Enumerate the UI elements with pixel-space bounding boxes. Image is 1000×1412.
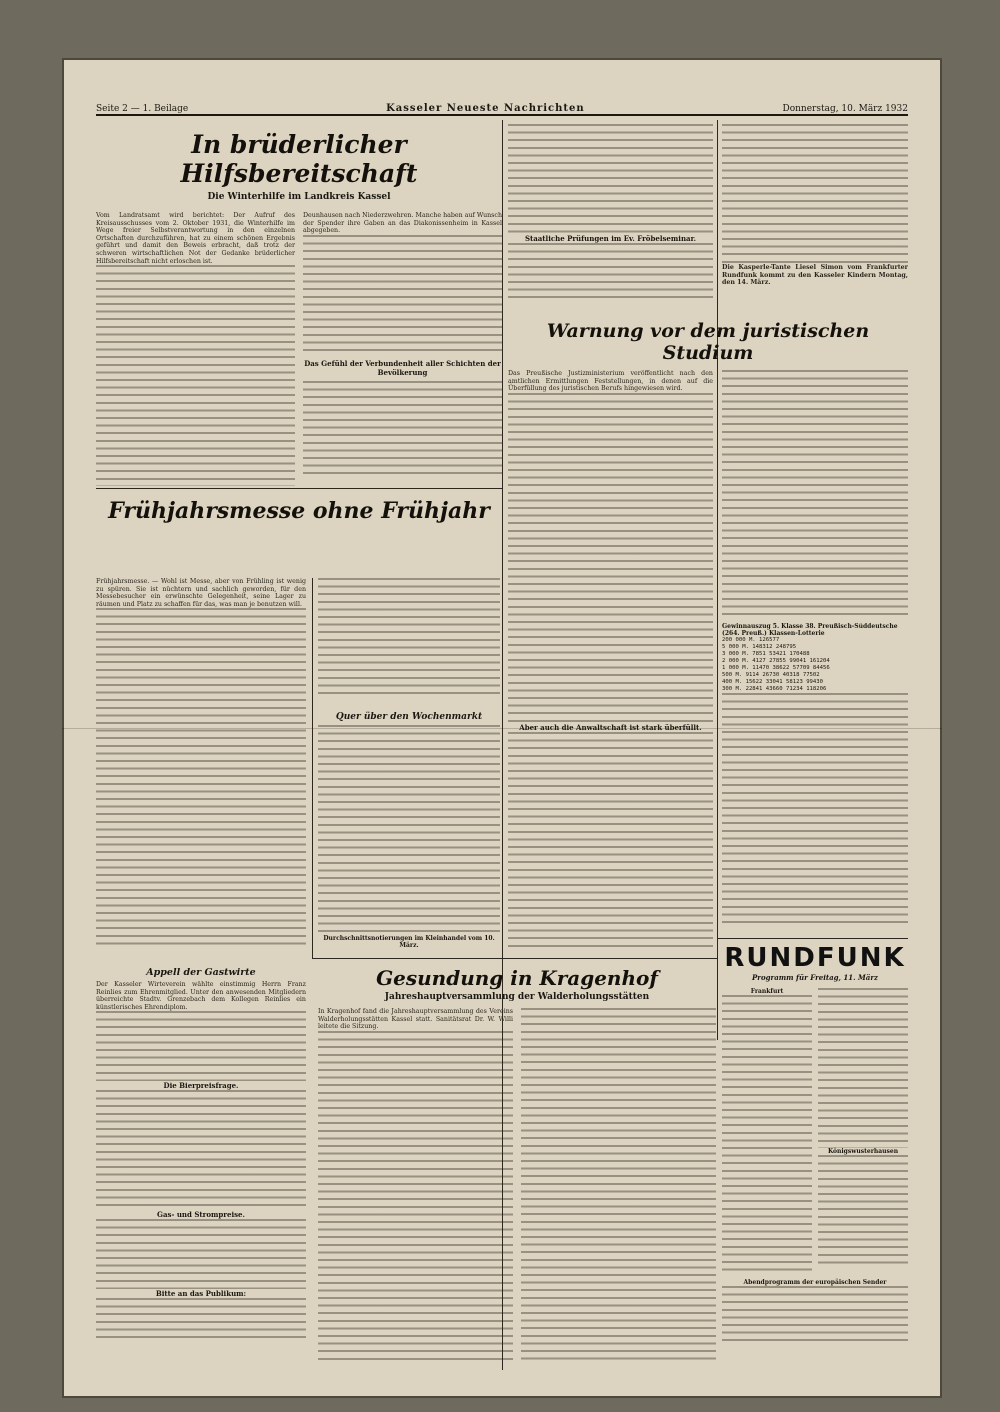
column-rule bbox=[312, 578, 313, 958]
article-text-lines bbox=[508, 732, 713, 952]
article-text-lines bbox=[303, 235, 502, 355]
article-text-lines bbox=[318, 725, 500, 935]
article-winterhilfe bbox=[96, 124, 502, 486]
rundfunk-station: Frankfurt bbox=[750, 988, 784, 995]
article-text-lines bbox=[96, 608, 306, 948]
article-text-lines bbox=[722, 124, 908, 264]
article-text-lines bbox=[722, 370, 908, 615]
section-rule bbox=[96, 488, 502, 489]
article-misc-notes bbox=[722, 124, 908, 304]
lottery-row: 2 000 M. 4127 27855 99041 161204 bbox=[722, 658, 830, 664]
article-fruehjahrsmesse bbox=[96, 494, 502, 578]
article-subsection: Bitte an das Publikum: bbox=[155, 1289, 247, 1299]
lottery-number-lines bbox=[722, 693, 908, 928]
article-text-lines bbox=[508, 124, 713, 234]
article-text-lines bbox=[96, 1219, 306, 1289]
article-wochenmarkt bbox=[318, 708, 500, 956]
newspaper-page bbox=[62, 58, 942, 1398]
article-fruehjahrsmesse-cont bbox=[318, 578, 500, 698]
article-text: In Kragenhof fand die Jahreshauptversammlung des Vereins Walderholungsstätten Kassel statt. Sanitätsrat Dr. W. Willi leitete die Sitzung. bbox=[318, 1008, 513, 1031]
article-subhead-inline: Das Gefühl der Verbundenheit aller Schichten der Bevölkerung bbox=[304, 358, 501, 377]
article-text-lines bbox=[318, 578, 500, 698]
header-masthead: Kasseler Neueste Nachrichten bbox=[386, 103, 585, 114]
article-headline: In brüderlicher Hilfsbereitschaft bbox=[180, 130, 418, 188]
article-subsection: Gas- und Strompreise. bbox=[157, 1210, 245, 1220]
header-page-number: Seite 2 — 1. Beilage bbox=[96, 104, 189, 114]
article-pruefungen bbox=[508, 124, 713, 304]
article-text-lines bbox=[96, 1090, 306, 1210]
article-text: Deunhausen nach Niederzwehren. Manche haben auf Wunsch der Spender ihre Gaben an das Diakonissenheim in Kassel abgegeben. bbox=[303, 212, 502, 235]
article-subhead: Die Winterhilfe im Landkreis Kassel bbox=[207, 192, 391, 202]
notice-kasperle: Die Kasperle-Tante Liesel Simon vom Frankfurter Rundfunk kommt zu den Kasseler Kindern Montag, den 14. März. bbox=[722, 264, 908, 287]
article-juristisches-studium bbox=[508, 310, 908, 370]
rundfunk-title: RUNDFUNK bbox=[724, 943, 906, 973]
article-text-lines bbox=[521, 1008, 716, 1360]
lottery-title: Gewinnauszug 5. Klasse 38. Preußisch-Süddeutsche (264. Preuß.) Klassen-Lotterie bbox=[722, 623, 898, 637]
article-text-lines bbox=[508, 243, 713, 301]
lottery-row: 500 M. 9114 26730 40318 77502 bbox=[722, 672, 820, 678]
article-text: Das Preußische Justizministerium veröffentlicht nach den amtlichen Ermittlungen Feststellungen, in denen auf die Überfüllung des juristischen Berufs hingewiesen wird. bbox=[508, 370, 713, 393]
rundfunk-evening-lines bbox=[722, 1286, 908, 1346]
article-headline: Gesundung in Kragenhof bbox=[376, 966, 658, 990]
article-text: Frühjahrsmesse. — Wohl ist Messe, aber von Frühling ist wenig zu spüren. Sie ist nüchtern und sachlich geworden, für den Messebesucher ein erwünschte Gelegenheit, seine Lager zu räumen und Platz zu schaffen für das, was man je benutzen will. bbox=[96, 578, 306, 608]
article-text-lines bbox=[318, 1031, 513, 1361]
article-juristisches-studium-body bbox=[508, 370, 713, 990]
article-subsection: Die Bierpreisfrage. bbox=[163, 1081, 239, 1091]
article-headline: Warnung vor dem juristischen Studium bbox=[546, 320, 870, 364]
lottery-row: 300 M. 22841 43660 71234 118206 bbox=[722, 686, 827, 692]
article-headline: Appell der Gastwirte bbox=[146, 967, 256, 978]
article-fruehjahrsmesse-body bbox=[96, 578, 306, 958]
article-subsection: Staatliche Prüfungen im Ev. Fröbelseminar. bbox=[524, 234, 697, 243]
rundfunk-program-lines bbox=[818, 988, 908, 1148]
article-text-lines bbox=[96, 265, 295, 486]
article-juristisches-studium-cont bbox=[722, 370, 908, 615]
section-rule bbox=[717, 938, 908, 939]
market-prices-caption: Durchschnittsnotierungen im Kleinhandel vom 10. März. bbox=[323, 935, 495, 949]
article-headline: Frühjahrsmesse ohne Frühjahr bbox=[108, 498, 490, 524]
article-subsection: Aber auch die Anwaltschaft ist stark überfüllt. bbox=[519, 722, 702, 732]
lottery-row: 5 000 M. 148312 248795 bbox=[722, 644, 797, 650]
lottery-row: 400 M. 15622 33041 58123 99430 bbox=[722, 679, 824, 685]
lottery-row: 1 000 M. 11470 38622 57709 84456 bbox=[722, 665, 830, 671]
rundfunk-program-lines bbox=[818, 1155, 908, 1265]
article-text-lines bbox=[508, 393, 713, 723]
article-kragenhof bbox=[318, 966, 716, 1386]
rundfunk-subtitle: Programm für Freitag, 11. März bbox=[752, 973, 878, 982]
column-rule bbox=[717, 120, 718, 1040]
page-header bbox=[96, 96, 908, 116]
lottery-row: 3 000 M. 7851 53421 170488 bbox=[722, 651, 810, 657]
article-text-lines bbox=[303, 381, 502, 476]
rundfunk-station: Königswusterhausen bbox=[827, 1148, 899, 1155]
article-text-lines bbox=[96, 1011, 306, 1081]
article-subhead: Jahreshauptversammlung der Walderholungsstätten bbox=[384, 992, 650, 1002]
rundfunk-program-lines bbox=[722, 995, 812, 1275]
header-date: Donnerstag, 10. März 1932 bbox=[782, 104, 908, 114]
article-gastwirte bbox=[96, 963, 306, 1383]
article-text-lines bbox=[96, 1298, 306, 1338]
article-headline: Quer über den Wochenmarkt bbox=[335, 712, 483, 722]
lottery-results bbox=[722, 623, 908, 933]
rundfunk-section bbox=[722, 943, 908, 1383]
lottery-row: 200 000 M. 126577 bbox=[722, 637, 780, 643]
article-text: Der Kasseler Wirteverein wählte einstimmig Herrn Franz Reinlies zum Ehrenmitglied. Unter den anwesenden Mitgliedern überreichte Stadtv. Grenzebach dem Kollegen Reinlies ein künstlerisches Ehrendiplom. bbox=[96, 981, 306, 1011]
article-text: Vom Landratsamt wird berichtet: Der Aufruf des Kreisausschusses vom 2. Oktober 1931, die Winterhilfe im Wege freier Selbstverantwortung in den einzelnen Ortschaften durchzuführen, hat zu einem schönen Ergebnis geführt und damit den Beweis erbracht, daß trotz der schweren wirtschaftlichen Not der Gedanke brüderlicher Hilfsbereitschaft nicht erloschen ist. bbox=[96, 212, 295, 265]
rundfunk-evening-title: Abendprogramm der europäischen Sender bbox=[743, 1279, 887, 1286]
